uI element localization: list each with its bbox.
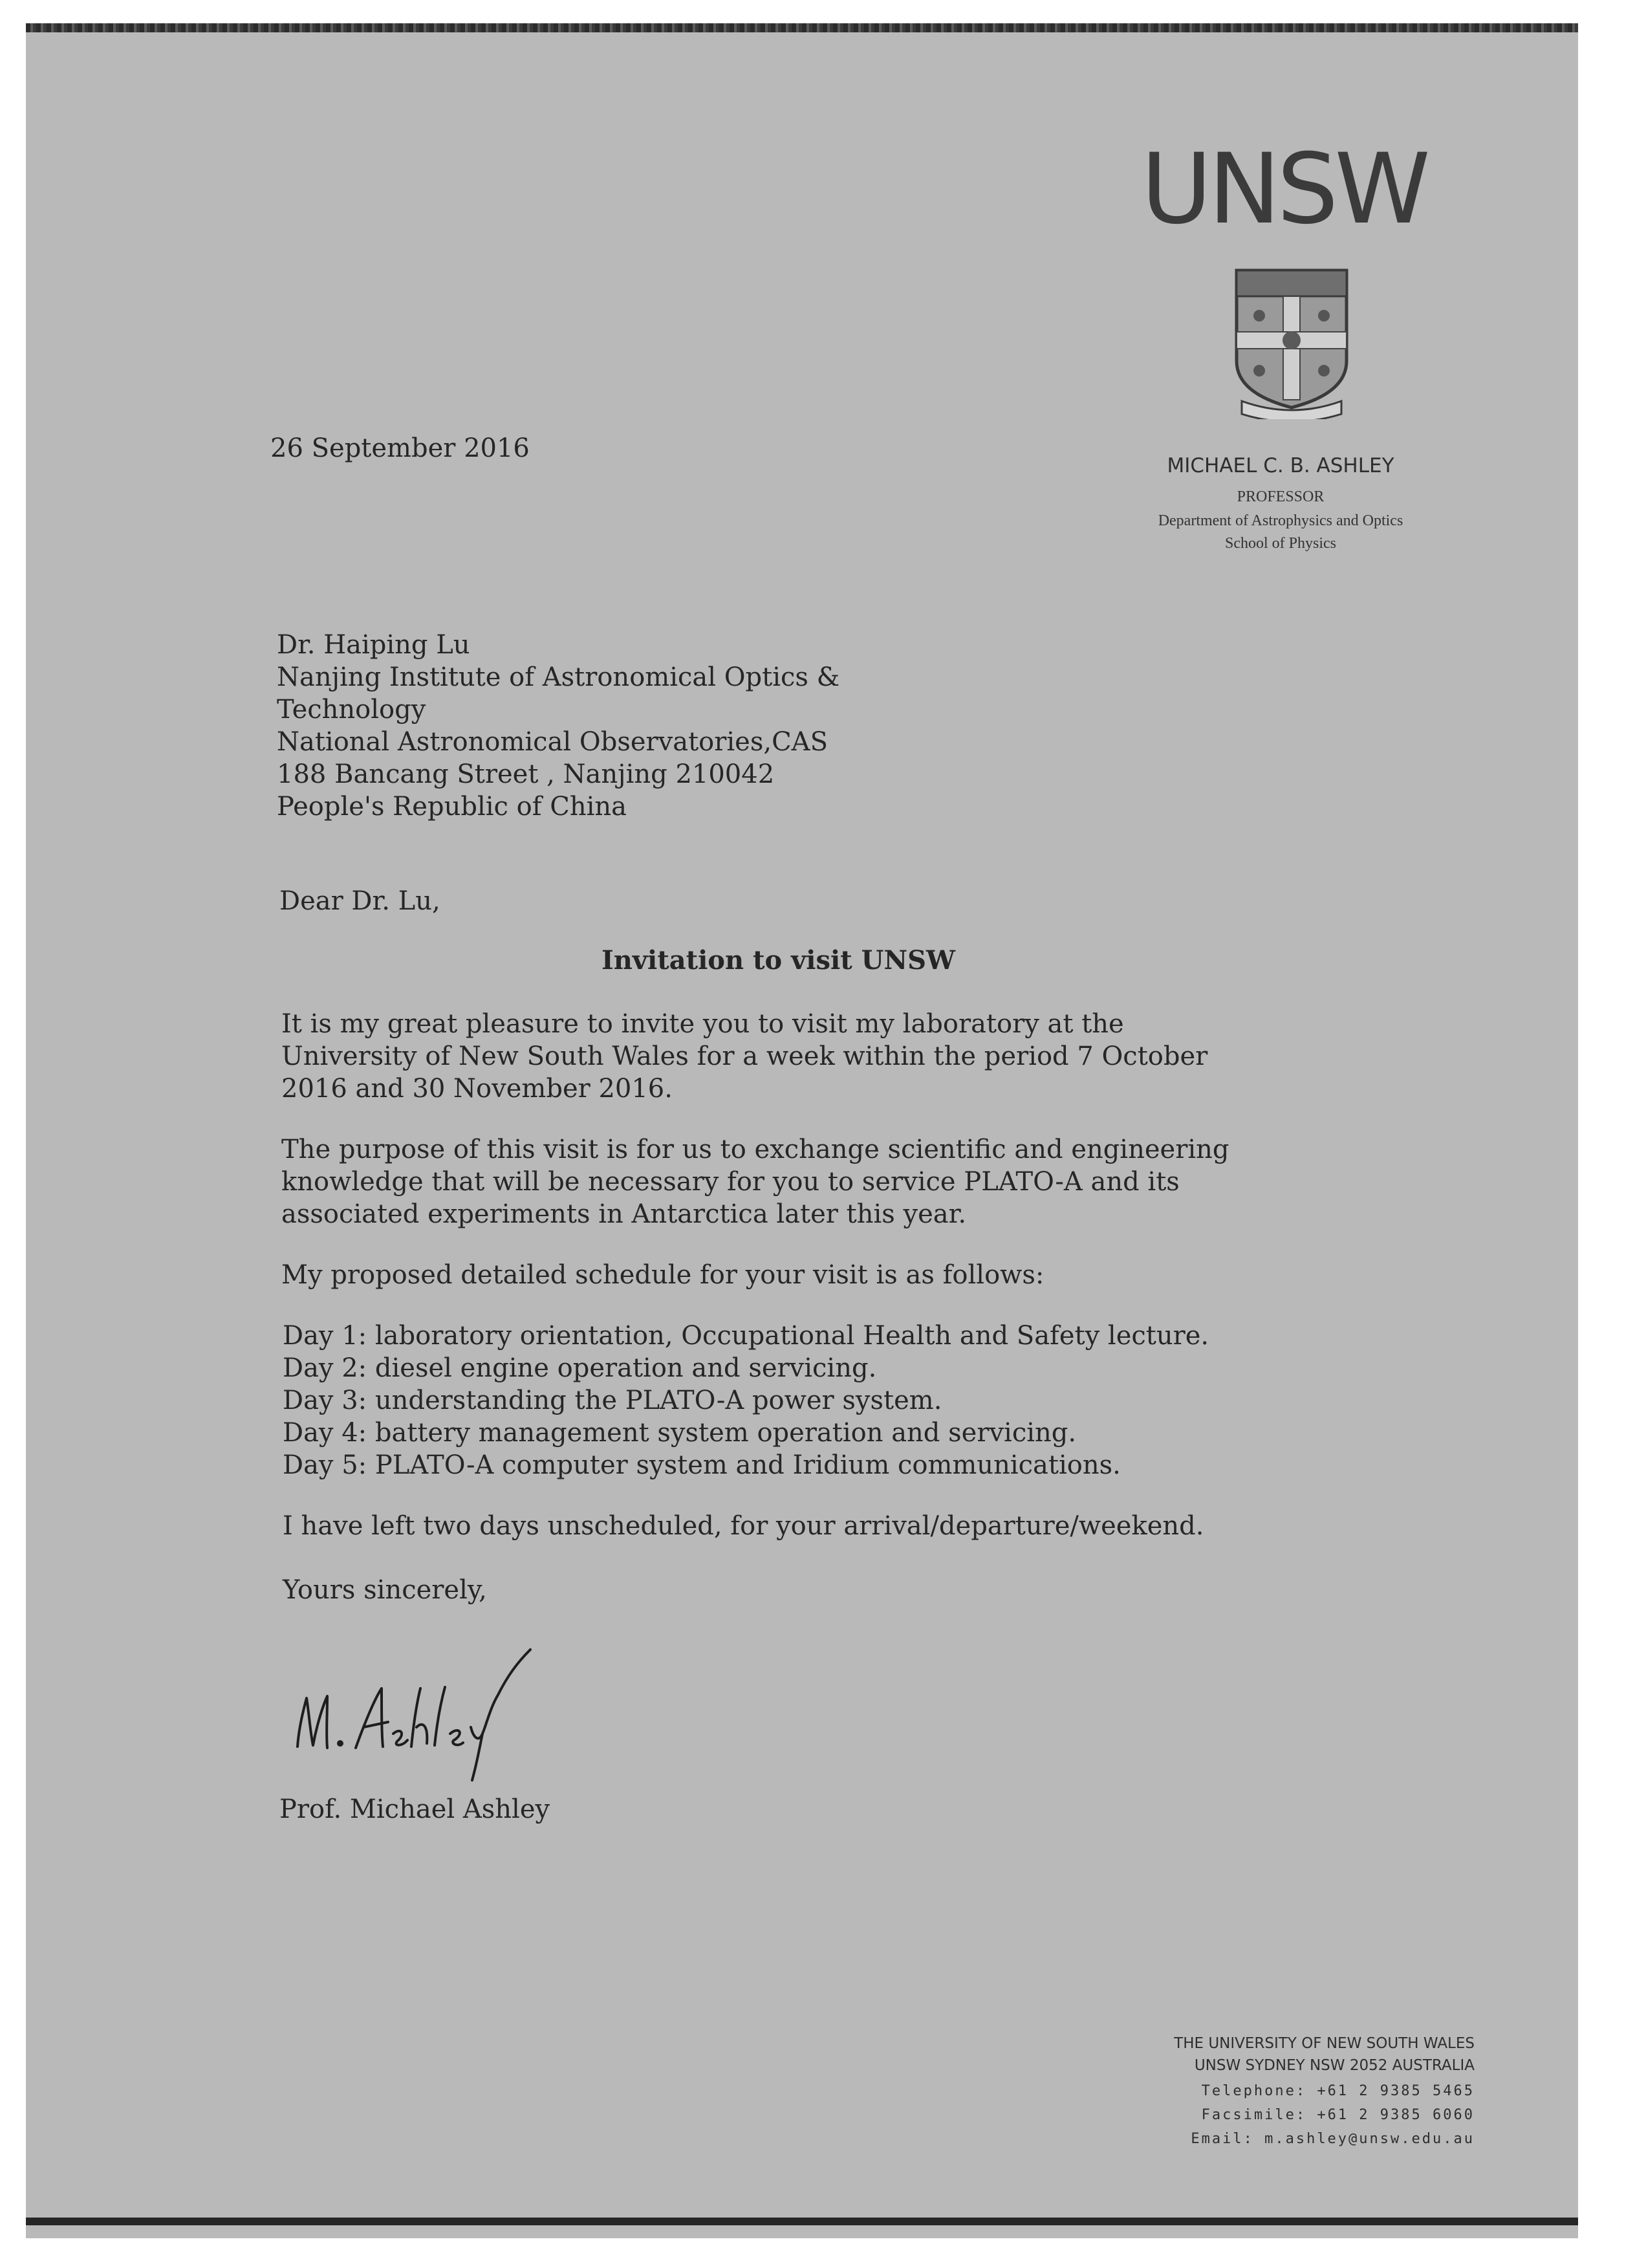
closing: Yours sincerely, xyxy=(283,1575,487,1605)
schedule-item: Day 4: battery management system operation and servicing. xyxy=(283,1418,1077,1448)
university-crest-icon xyxy=(1230,264,1353,419)
footer-address: UNSW SYDNEY NSW 2052 AUSTRALIA xyxy=(1194,2057,1475,2074)
signatory-name: Prof. Michael Ashley xyxy=(279,1794,550,1824)
handwritten-signature xyxy=(285,1637,556,1785)
paragraph-line: My proposed detailed schedule for your visit is as follows: xyxy=(281,1260,1045,1290)
paragraph-line: University of New South Wales for a week within the period 7 October xyxy=(281,1041,1208,1071)
paragraph-line: I have left two days unscheduled, for your arrival/departure/weekend. xyxy=(283,1511,1204,1541)
schedule-item: Day 2: diesel engine operation and servicing. xyxy=(283,1353,877,1383)
letterhead-title: PROFESSOR xyxy=(1237,488,1325,505)
schedule-item: Day 5: PLATO-A computer system and Iridium communications. xyxy=(283,1450,1121,1480)
recipient-line: Technology xyxy=(277,695,426,725)
schedule-item: Day 3: understanding the PLATO-A power system. xyxy=(283,1386,942,1415)
salutation: Dear Dr. Lu, xyxy=(279,886,440,916)
scan-bottom-edge xyxy=(26,2218,1578,2225)
letter-date: 26 September 2016 xyxy=(270,433,530,463)
recipient-line: People's Republic of China xyxy=(277,792,627,822)
paragraph-line: knowledge that will be necessary for you to service PLATO-A and its xyxy=(281,1167,1180,1197)
paragraph-line: It is my great pleasure to invite you to visit my laboratory at the xyxy=(281,1009,1124,1039)
recipient-line: 188 Bancang Street , Nanjing 210042 xyxy=(277,759,775,789)
letterhead-department: Department of Astrophysics and Optics xyxy=(1158,512,1403,529)
paragraph-line: 2016 and 30 November 2016. xyxy=(281,1074,673,1104)
footer-email: Email: m.ashley@unsw.edu.au xyxy=(1191,2131,1475,2147)
footer-facsimile: Facsimile: +61 2 9385 6060 xyxy=(1201,2107,1475,2123)
recipient-line: Dr. Haiping Lu xyxy=(277,630,470,660)
schedule-item: Day 1: laboratory orientation, Occupational Health and Safety lecture. xyxy=(283,1321,1209,1351)
recipient-line: Nanjing Institute of Astronomical Optics & xyxy=(277,662,840,692)
letterhead-school: School of Physics xyxy=(1224,535,1336,552)
scan-top-edge xyxy=(26,23,1578,32)
letterhead-name: MICHAEL C. B. ASHLEY xyxy=(1167,454,1394,477)
paragraph-line: associated experiments in Antarctica later this year. xyxy=(281,1199,967,1229)
paragraph-line: The purpose of this visit is for us to exchange scientific and engineering xyxy=(281,1135,1229,1164)
letter-subject: Invitation to visit UNSW xyxy=(601,945,955,976)
recipient-line: National Astronomical Observatories,CAS xyxy=(277,727,828,757)
footer-university: THE UNIVERSITY OF NEW SOUTH WALES xyxy=(1174,2035,1475,2052)
unsw-logo: UNSW xyxy=(1141,133,1427,246)
footer-telephone: Telephone: +61 2 9385 5465 xyxy=(1201,2083,1475,2099)
